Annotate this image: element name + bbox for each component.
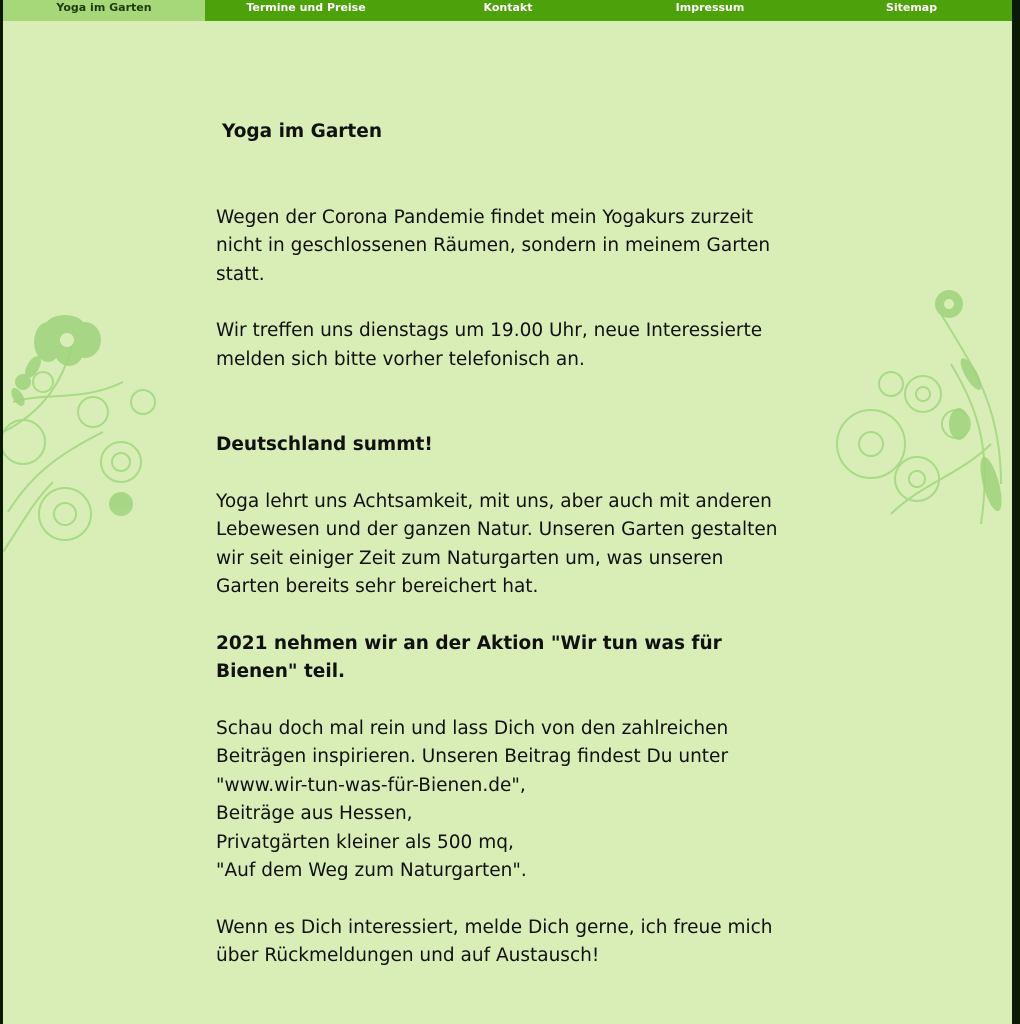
closing-paragraph: Wenn es Dich interessiert, melde Dich gerne, ich freue mich über Rückmeldungen und auf Austausch! <box>216 916 773 966</box>
page-title: Yoga im Garten <box>222 121 382 142</box>
intro-paragraph-2: Wir treffen uns dienstags um 19.00 Uhr, neue Interessierte melden sich bitte vorher telefonisch an. <box>216 320 763 370</box>
main-content <box>216 118 786 971</box>
nav-item-termine-und-preise[interactable]: Termine und Preise <box>246 1 366 14</box>
action-heading: 2021 nehmen wir an der Aktion "Wir tun was für Bienen" teil. <box>216 632 722 682</box>
nav-item-kontakt[interactable]: Kontakt <box>483 1 533 14</box>
body-paragraph-2-line-2: "www.wir-tun-was-für-Bienen.de", <box>216 774 526 796</box>
section-heading-deutschland-summt: Deutschland summt! <box>216 434 433 455</box>
body-paragraph-1: Yoga lehrt uns Achtsamkeit, mit uns, aber auch mit anderen Lebewesen und der ganzen Natur. Unseren Garten gestalten wir seit einiger Zeit zum Naturgarten um, was unseren Garten bereits sehr bereichert hat. <box>216 490 778 597</box>
top-navigation <box>3 0 1012 21</box>
intro-paragraph-1: Wegen der Corona Pandemie findet mein Yogakurs zurzeit nicht in geschlossenen Räumen, sondern in meinem Garten statt. <box>216 206 771 285</box>
nav-item-yoga-im-garten[interactable]: Yoga im Garten <box>3 0 205 21</box>
flower-ornament-left-icon <box>3 282 173 572</box>
body-paragraph-2-line-1: Schau doch mal rein und lass Dich von den zahlreichen Beiträgen inspirieren. Unseren Beitrag findest Du unter <box>216 717 729 767</box>
nav-item-impressum[interactable]: Impressum <box>675 1 745 14</box>
flower-ornament-right-icon <box>831 284 1012 554</box>
page-frame <box>3 0 1012 1024</box>
nav-item-sitemap[interactable]: Sitemap <box>885 1 938 14</box>
body-paragraph-2-line-5: "Auf dem Weg zum Naturgarten". <box>216 860 527 881</box>
body-paragraph-2-line-3: Beiträge aus Hessen, <box>216 803 413 824</box>
body-paragraph-2-line-4: Privatgärten kleiner als 500 mq, <box>216 831 514 853</box>
